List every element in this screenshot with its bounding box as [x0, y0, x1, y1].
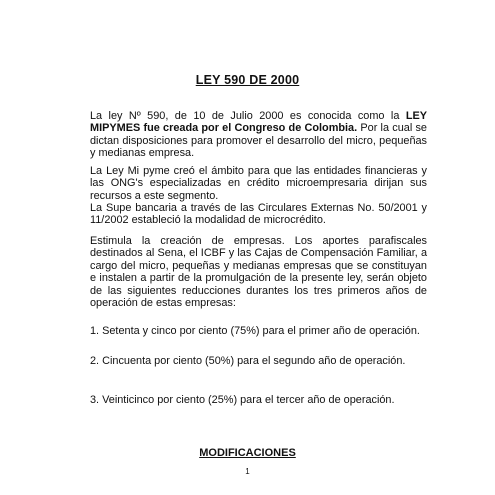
- paragraph-intro-text-end: Por la cual se dictan disposiciones para promover el desarrollo del micro, pequeñas y medianas empresa.: [90, 122, 427, 160]
- paragraph-superbancaria: La Supe bancaria a través de las Circulares Externas No. 50/2001 y 11/2002 estableció la modalidad de microcrédito.: [90, 202, 427, 227]
- document-title: LEY 590 DE 2000: [195, 73, 300, 87]
- list-item-second-year: 2. Cincuenta por ciento (50%) para el segundo año de operación.: [90, 355, 406, 367]
- list-item-third-year: 3. Veinticinco por ciento (25%) para el tercer año de operación.: [90, 394, 395, 406]
- paragraph-mipyme: La Ley Mi pyme creó el ámbito para que las entidades financieras y las ONG's especializadas en crédito microempresaria dirijan sus recursos a este segmento.: [90, 165, 427, 202]
- paragraph-intro-bold: LEY MIPYMES fue creada por el Congreso de Colombia.: [90, 110, 427, 135]
- paragraph-intro-text: La ley Nº 590, de 10 de Julio 2000 es conocida como la: [90, 110, 406, 122]
- paragraph-incentives: Estimula la creación de empresas. Los aportes parafiscales destinados al Sena, el ICBF y las Cajas de Compensación Familiar, a cargo del micro, pequeñas y medianas empresas que se constituyan e instalen a partir de la promulgación de la presente ley, serán objeto de las siguientes reducciones durantes los tres primeros años de operación de estas empresas:: [90, 235, 427, 310]
- list-item-first-year: 1. Setenta y cinco por ciento (75%) para el primer año de operación.: [90, 325, 420, 337]
- section-title-modificaciones: MODIFICACIONES: [199, 447, 296, 459]
- paragraph-intro: [90, 110, 427, 160]
- page-number: 1: [245, 467, 250, 476]
